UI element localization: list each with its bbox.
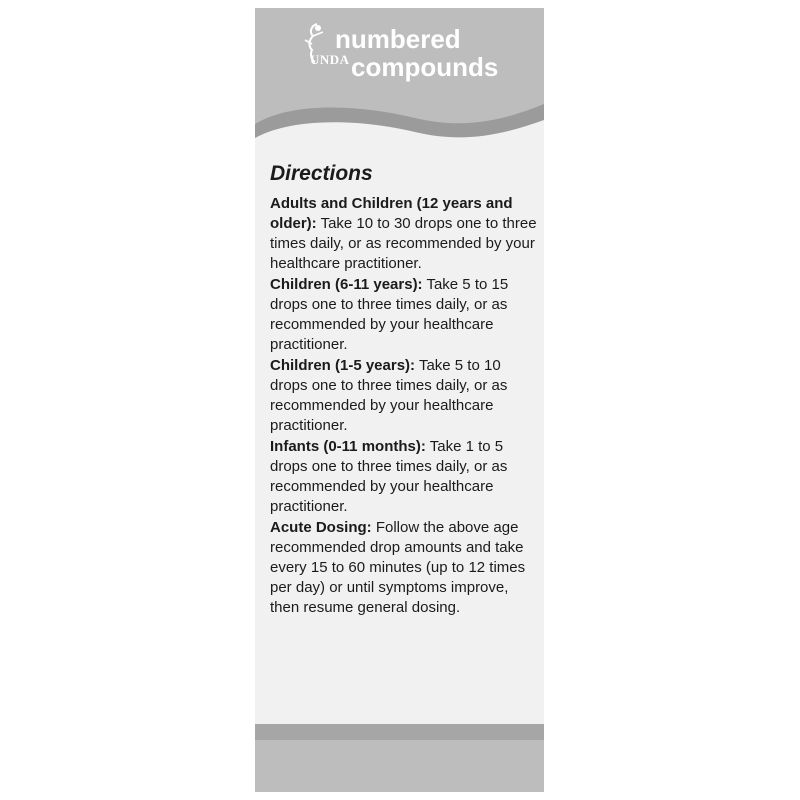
- directions-item-lead: Children (6-11 years):: [270, 276, 423, 293]
- directions-item-children-6-11: [270, 275, 538, 355]
- directions-item-lead: Children (1-5 years):: [270, 357, 416, 374]
- footer-band: [255, 740, 544, 792]
- directions-item-text: Take 10 to 30 drops one to three times daily, or as recommended by your healthcare practitioner.: [270, 215, 537, 272]
- product-line-title-line-2: compounds: [351, 52, 499, 82]
- directions-item-text: Follow the above age recommended drop amounts and take every 15 to 60 minutes (up to 12 times per day) or until symptoms improve, then resume general dosing.: [270, 519, 526, 616]
- directions-item-text: Take 1 to 5 drops one to three times daily, or as recommended by your healthcare practitioner.: [270, 438, 508, 515]
- directions-item-lead: Adults and Children (12 years and older):: [270, 195, 513, 232]
- directions-item-adults: [270, 194, 538, 274]
- directions-item-acute-dosing: [270, 518, 538, 618]
- directions-item-text: Take 5 to 15 drops one to three times daily, or as recommended by your healthcare practitioner.: [270, 276, 509, 353]
- unda-figure-logo-icon: [295, 20, 335, 80]
- directions-item-lead: Acute Dosing:: [270, 519, 372, 536]
- brand-logo-text: UNDA: [310, 52, 350, 67]
- directions-item-lead: Infants (0-11 months):: [270, 438, 426, 455]
- product-line-title-line-1: numbered: [335, 24, 461, 54]
- directions-heading: Directions: [270, 162, 373, 185]
- directions-item-infants: [270, 437, 538, 517]
- directions-item-text: Take 5 to 10 drops one to three times daily, or as recommended by your healthcare practitioner.: [270, 357, 508, 434]
- footer-stripe: [255, 724, 544, 740]
- directions-item-children-1-5: [270, 356, 538, 436]
- directions-section: [270, 162, 538, 619]
- product-label-panel: [255, 8, 544, 792]
